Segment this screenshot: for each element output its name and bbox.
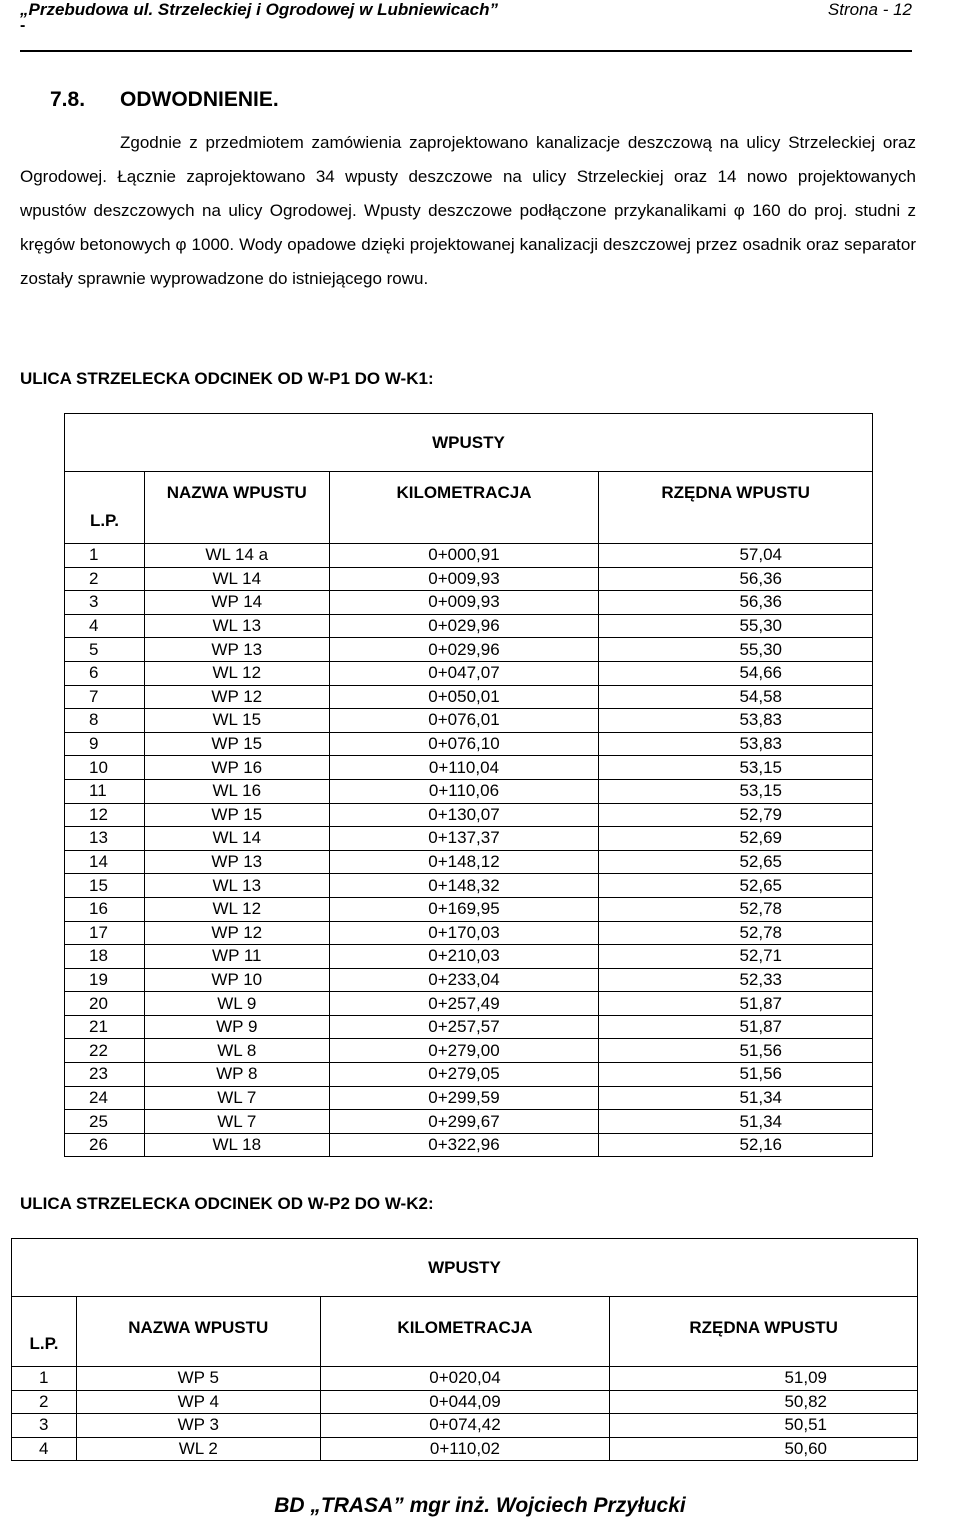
cell-elevation: 52,16 (599, 1133, 873, 1157)
cell-name: WP 4 (76, 1390, 320, 1414)
cell-lp: 5 (65, 638, 145, 662)
table-row (65, 1133, 873, 1157)
cell-lp: 18 (65, 945, 145, 969)
page-header (20, 0, 912, 34)
cell-name: WP 15 (144, 732, 329, 756)
table-row (65, 968, 873, 992)
cell-lp: 20 (65, 992, 145, 1016)
cell-lp: 2 (65, 567, 145, 591)
cell-chainage: 0+044,09 (320, 1390, 610, 1414)
cell-lp: 19 (65, 968, 145, 992)
cell-name: WL 14 a (144, 544, 329, 568)
cell-lp: 15 (65, 874, 145, 898)
cell-name: WP 5 (76, 1367, 320, 1391)
table-row (65, 1063, 873, 1087)
cell-lp: 7 (65, 685, 145, 709)
cell-elevation: 52,71 (599, 945, 873, 969)
cell-chainage: 0+074,42 (320, 1414, 610, 1438)
cell-chainage: 0+170,03 (329, 921, 599, 945)
inlets-table-2 (11, 1238, 918, 1461)
cell-elevation: 51,56 (599, 1039, 873, 1063)
cell-chainage: 0+233,04 (329, 968, 599, 992)
cell-lp: 4 (12, 1437, 77, 1461)
cell-name: WL 12 (144, 897, 329, 921)
description-paragraph (20, 126, 916, 296)
cell-chainage: 0+257,57 (329, 1015, 599, 1039)
table-row (65, 874, 873, 898)
document-title: „Przebudowa ul. Strzeleckiej i Ogrodowej w Lubniewicach” (20, 0, 498, 19)
section-heading (50, 88, 279, 112)
cell-chainage: 0+137,37 (329, 827, 599, 851)
header-rule (20, 50, 912, 52)
cell-elevation: 52,33 (599, 968, 873, 992)
cell-chainage: 0+029,96 (329, 614, 599, 638)
cell-elevation: 56,36 (599, 591, 873, 615)
cell-lp: 23 (65, 1063, 145, 1087)
cell-name: WL 7 (144, 1086, 329, 1110)
cell-name: WL 14 (144, 567, 329, 591)
cell-elevation: 51,87 (599, 992, 873, 1016)
cell-chainage: 0+009,93 (329, 591, 599, 615)
table-row (65, 591, 873, 615)
cell-elevation: 51,56 (599, 1063, 873, 1087)
cell-name: WP 12 (144, 921, 329, 945)
cell-elevation: 51,34 (599, 1110, 873, 1134)
table-row (12, 1414, 918, 1438)
cell-chainage: 0+076,10 (329, 732, 599, 756)
cell-chainage: 0+279,00 (329, 1039, 599, 1063)
cell-chainage: 0+279,05 (329, 1063, 599, 1087)
cell-elevation: 53,83 (599, 709, 873, 733)
cell-name: WP 11 (144, 945, 329, 969)
table-row (65, 709, 873, 733)
page-footer: BD „TRASA” mgr inż. Wojciech Przyłucki (274, 1494, 686, 1517)
cell-elevation: 52,79 (599, 803, 873, 827)
cell-name: WP 14 (144, 591, 329, 615)
inlets-table-1 (64, 413, 873, 1157)
cell-lp: 14 (65, 850, 145, 874)
cell-chainage: 0+009,93 (329, 567, 599, 591)
cell-elevation: 51,87 (599, 1015, 873, 1039)
cell-elevation: 52,65 (599, 874, 873, 898)
cell-chainage: 0+299,67 (329, 1110, 599, 1134)
cell-elevation: 50,51 (610, 1414, 918, 1438)
table-row (12, 1367, 918, 1391)
cell-name: WL 8 (144, 1039, 329, 1063)
cell-elevation: 55,30 (599, 614, 873, 638)
cell-chainage: 0+110,04 (329, 756, 599, 780)
cell-name: WP 3 (76, 1414, 320, 1438)
cell-elevation: 53,15 (599, 779, 873, 803)
table-row (65, 567, 873, 591)
cell-elevation: 52,78 (599, 897, 873, 921)
table-row (12, 1437, 918, 1461)
page-number: Strona - 12 (827, 0, 912, 19)
table-row (65, 779, 873, 803)
column-header-lp: L.P. (65, 472, 145, 544)
header-dash: - (20, 17, 26, 34)
table2-heading: ULICA STRZELECKA ODCINEK OD W-P2 DO W-K2: (20, 1194, 434, 1213)
table-row (12, 1390, 918, 1414)
cell-lp: 3 (65, 591, 145, 615)
table1-heading: ULICA STRZELECKA ODCINEK OD W-P1 DO W-K1: (20, 369, 434, 388)
cell-name: WL 16 (144, 779, 329, 803)
cell-lp: 11 (65, 779, 145, 803)
cell-lp: 13 (65, 827, 145, 851)
cell-elevation: 52,65 (599, 850, 873, 874)
cell-chainage: 0+322,96 (329, 1133, 599, 1157)
cell-elevation: 52,69 (599, 827, 873, 851)
cell-lp: 8 (65, 709, 145, 733)
cell-name: WP 13 (144, 638, 329, 662)
table-row (65, 1015, 873, 1039)
cell-chainage: 0+257,49 (329, 992, 599, 1016)
cell-lp: 16 (65, 897, 145, 921)
cell-elevation: 50,60 (610, 1437, 918, 1461)
table-caption: WPUSTY (12, 1239, 918, 1297)
cell-chainage: 0+169,95 (329, 897, 599, 921)
cell-name: WP 10 (144, 968, 329, 992)
column-header-name: NAZWA WPUSTU (76, 1297, 320, 1367)
cell-elevation: 55,30 (599, 638, 873, 662)
cell-lp: 12 (65, 803, 145, 827)
table-row (65, 1110, 873, 1134)
column-header-elevation: RZĘDNA WPUSTU (599, 472, 873, 544)
table-row (65, 945, 873, 969)
table-row (65, 732, 873, 756)
cell-lp: 21 (65, 1015, 145, 1039)
cell-chainage: 0+076,01 (329, 709, 599, 733)
cell-name: WL 2 (76, 1437, 320, 1461)
table-caption: WPUSTY (65, 414, 873, 472)
cell-name: WL 18 (144, 1133, 329, 1157)
cell-lp: 4 (65, 614, 145, 638)
cell-elevation: 52,78 (599, 921, 873, 945)
column-header-chainage: KILOMETRACJA (329, 472, 599, 544)
cell-lp: 26 (65, 1133, 145, 1157)
table-row (65, 1086, 873, 1110)
cell-lp: 9 (65, 732, 145, 756)
cell-name: WL 13 (144, 614, 329, 638)
column-header-elevation: RZĘDNA WPUSTU (610, 1297, 918, 1367)
table-row (65, 1039, 873, 1063)
table-row (65, 992, 873, 1016)
cell-chainage: 0+110,02 (320, 1437, 610, 1461)
cell-chainage: 0+050,01 (329, 685, 599, 709)
cell-name: WP 8 (144, 1063, 329, 1087)
cell-elevation: 50,82 (610, 1390, 918, 1414)
table-row (65, 544, 873, 568)
cell-chainage: 0+110,06 (329, 779, 599, 803)
cell-elevation: 53,15 (599, 756, 873, 780)
cell-name: WP 9 (144, 1015, 329, 1039)
cell-elevation: 51,34 (599, 1086, 873, 1110)
cell-elevation: 54,58 (599, 685, 873, 709)
column-header-lp: L.P. (12, 1297, 77, 1367)
cell-name: WP 13 (144, 850, 329, 874)
cell-chainage: 0+299,59 (329, 1086, 599, 1110)
cell-elevation: 53,83 (599, 732, 873, 756)
table-row (65, 803, 873, 827)
cell-lp: 25 (65, 1110, 145, 1134)
table-row (65, 614, 873, 638)
cell-lp: 17 (65, 921, 145, 945)
table-row (65, 756, 873, 780)
column-header-name: NAZWA WPUSTU (144, 472, 329, 544)
table-row (65, 638, 873, 662)
cell-lp: 1 (65, 544, 145, 568)
cell-chainage: 0+148,32 (329, 874, 599, 898)
cell-name: WL 14 (144, 827, 329, 851)
cell-lp: 24 (65, 1086, 145, 1110)
cell-elevation: 54,66 (599, 661, 873, 685)
section-title: ODWODNIENIE. (120, 88, 279, 111)
table-row (65, 685, 873, 709)
cell-lp: 1 (12, 1367, 77, 1391)
cell-name: WL 7 (144, 1110, 329, 1134)
cell-chainage: 0+029,96 (329, 638, 599, 662)
cell-name: WL 12 (144, 661, 329, 685)
table-row (65, 897, 873, 921)
cell-lp: 3 (12, 1414, 77, 1438)
cell-name: WL 9 (144, 992, 329, 1016)
table-row (65, 921, 873, 945)
table-row (65, 827, 873, 851)
table-row (65, 661, 873, 685)
cell-chainage: 0+148,12 (329, 850, 599, 874)
cell-chainage: 0+020,04 (320, 1367, 610, 1391)
paragraph-text: Zgodnie z przedmiotem zamówienia zaprojektowano kanalizacje deszczową na ulicy Strzeleckiej oraz Ogrodowej. Łącznie zaprojektowano 34 wpusty deszczowe na ulicy Strzeleckiej oraz 14 nowo projektowanych wpustów deszczowych na ulicy Ogrodowej. Wpusty deszczowe podłączone przykanalikami φ 160 do proj. studni z kręgów betonowych φ 1000. Wody opadowe dzięki projektowanej kanalizacji deszczowej przez osadnik oraz separator zostały sprawnie wyprowadzone do istniejącego rowu. (20, 133, 916, 288)
cell-chainage: 0+000,91 (329, 544, 599, 568)
cell-elevation: 57,04 (599, 544, 873, 568)
cell-name: WP 16 (144, 756, 329, 780)
section-number: 7.8. (50, 88, 86, 111)
cell-name: WL 15 (144, 709, 329, 733)
cell-lp: 2 (12, 1390, 77, 1414)
cell-name: WL 13 (144, 874, 329, 898)
column-header-chainage: KILOMETRACJA (320, 1297, 610, 1367)
cell-chainage: 0+210,03 (329, 945, 599, 969)
cell-name: WP 12 (144, 685, 329, 709)
cell-elevation: 56,36 (599, 567, 873, 591)
cell-elevation: 51,09 (610, 1367, 918, 1391)
cell-name: WP 15 (144, 803, 329, 827)
cell-chainage: 0+047,07 (329, 661, 599, 685)
cell-lp: 10 (65, 756, 145, 780)
cell-lp: 22 (65, 1039, 145, 1063)
table-row (65, 850, 873, 874)
cell-chainage: 0+130,07 (329, 803, 599, 827)
cell-lp: 6 (65, 661, 145, 685)
